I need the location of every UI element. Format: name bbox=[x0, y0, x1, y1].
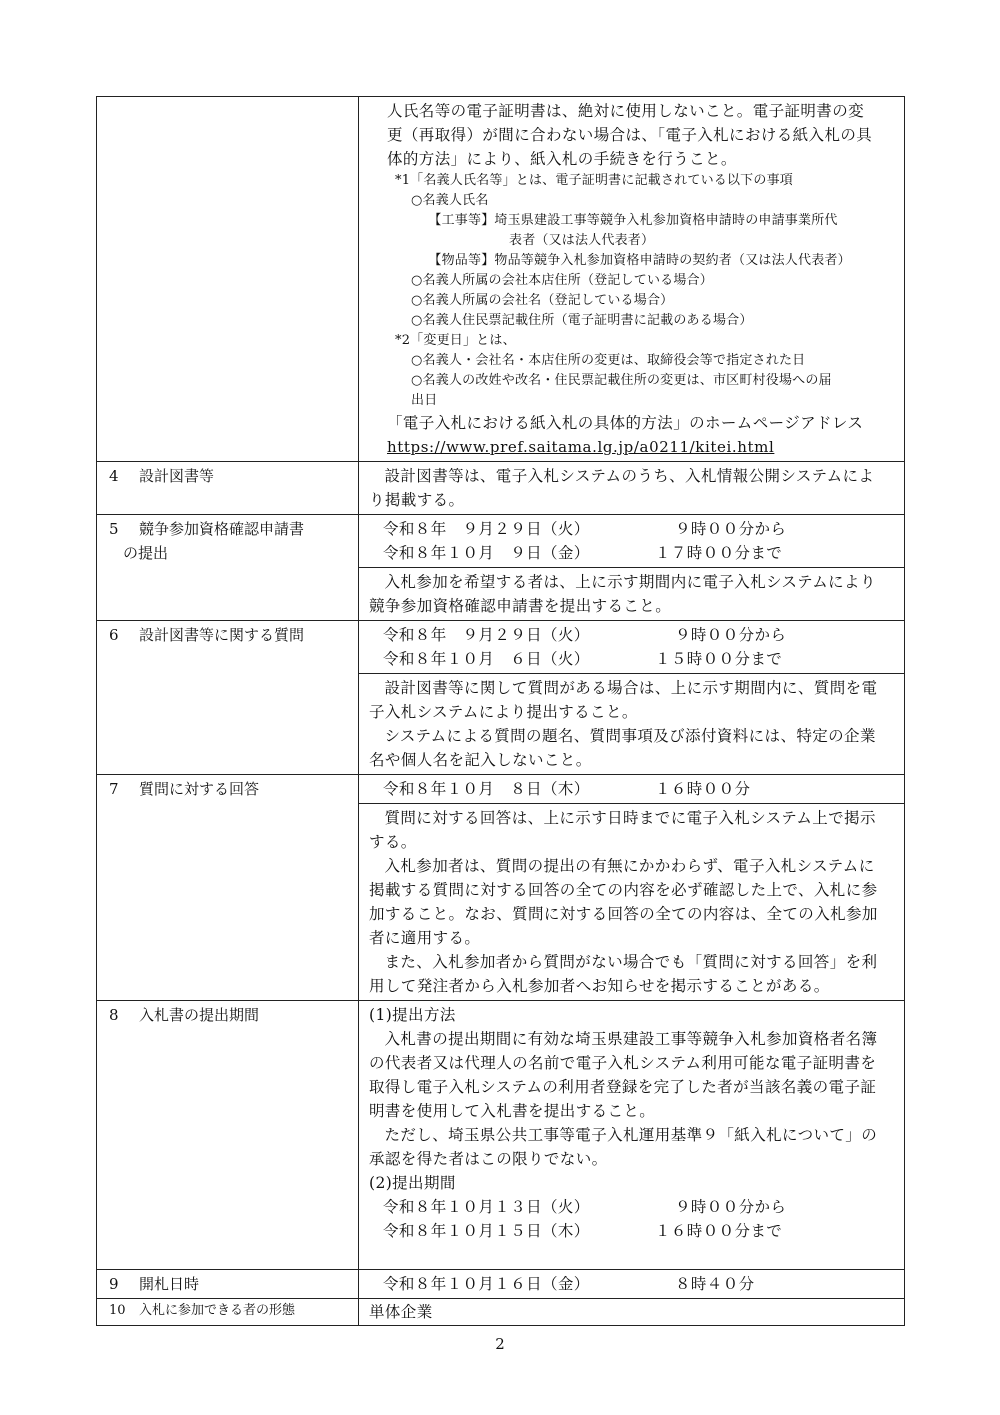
from-time: ９時００分から bbox=[675, 626, 787, 644]
section-label bbox=[97, 1299, 359, 1326]
note1-item: ○名義人氏名 bbox=[411, 193, 489, 208]
section-body bbox=[359, 804, 905, 1001]
text-line: する。 bbox=[369, 833, 417, 851]
to-time: １６時００分まで bbox=[655, 1222, 783, 1240]
answer-date: 令和８年１０月 ８日（木） bbox=[383, 780, 590, 798]
participation-form: 単体企業 bbox=[369, 1303, 433, 1321]
from-date: 令和８年 ９月２９日（火） bbox=[383, 520, 590, 538]
text-line: 入札参加者は、質問の提出の有無にかかわらず、電子入札システムに bbox=[384, 857, 875, 875]
spacer bbox=[369, 1243, 896, 1267]
section-label bbox=[97, 462, 359, 515]
section-title-cont: の提出 bbox=[123, 544, 169, 562]
section-title: 入札に参加できる者の形態 bbox=[139, 1303, 296, 1318]
section-label bbox=[97, 1270, 359, 1299]
text-line: 設計図書等は、電子入札システムのうち、入札情報公開システムによ bbox=[384, 467, 875, 485]
table-row bbox=[97, 1270, 905, 1299]
note2-item: ○名義人・会社名・本店住所の変更は、取締役会等で指定された日 bbox=[411, 353, 806, 368]
table-row bbox=[97, 775, 905, 804]
section-title: 設計図書等 bbox=[139, 467, 215, 485]
note1-title: *1「名義人氏名等」とは、電子証明書に記載されている以下の事項 bbox=[395, 173, 793, 188]
section-number: 6 bbox=[109, 626, 119, 644]
section-label bbox=[97, 621, 359, 775]
section-body bbox=[359, 462, 905, 515]
text-line: 明書を使用して入札書を提出すること。 bbox=[369, 1102, 656, 1120]
table-row bbox=[97, 515, 905, 568]
table-row bbox=[97, 621, 905, 674]
note1-item: ○名義人所属の会社名（登記している場合） bbox=[411, 293, 674, 308]
section-title: 開札日時 bbox=[139, 1275, 200, 1293]
section-label bbox=[97, 1001, 359, 1270]
to-date: 令和８年１０月 ９日（金） bbox=[383, 544, 590, 562]
to-date: 令和８年１０月１５日（木） bbox=[383, 1222, 590, 1240]
section-title: 設計図書等に関する質問 bbox=[139, 626, 305, 644]
table-row bbox=[97, 97, 905, 462]
section-title: 競争参加資格確認申請書 bbox=[139, 520, 305, 538]
text-line: 質問に対する回答は、上に示す日時までに電子入札システム上で掲示 bbox=[384, 809, 876, 827]
text-line: 承認を得た者はこの限りでない。 bbox=[369, 1150, 608, 1168]
period-cell bbox=[359, 515, 905, 568]
homepage-url-line bbox=[369, 435, 896, 459]
note2-title: *2「変更日」とは、 bbox=[395, 333, 516, 348]
answer-time: １６時００分 bbox=[655, 780, 751, 798]
text-line: ただし、埼玉県公共工事等電子入札運用基準９「紙入札について」の bbox=[384, 1126, 878, 1144]
bid-conditions-table bbox=[96, 96, 905, 1326]
text-line: 掲載する質問に対する回答の全ての内容を必ず確認した上で、入札に参 bbox=[369, 881, 878, 899]
table-row bbox=[97, 462, 905, 515]
text-line: 競争参加資格確認申請書を提出すること。 bbox=[369, 597, 672, 615]
section-body bbox=[359, 1001, 905, 1270]
text-line: 体的方法」により、紙入札の手続きを行うこと。 bbox=[387, 150, 737, 168]
text-line: 人氏名等の電子証明書は、絶対に使用しないこと。電子証明書の変 bbox=[387, 102, 865, 120]
text-line: また、入札参加者から質問がない場合でも「質問に対する回答」を利 bbox=[384, 953, 878, 971]
section-body bbox=[359, 674, 905, 775]
text-line: 取得し電子入札システムの利用者登録を完了した者が当該名義の電子証 bbox=[369, 1078, 877, 1096]
section-number: 10 bbox=[109, 1303, 126, 1318]
datetime-cell bbox=[359, 1270, 905, 1299]
from-time: ９時００分から bbox=[675, 520, 787, 538]
text-line: の代表者又は代理人の名前で電子入札システム利用可能な電子証明書を bbox=[369, 1054, 877, 1072]
datetime-cell bbox=[359, 775, 905, 804]
section-label bbox=[97, 515, 359, 621]
text-line: 用して発注者から入札参加者へお知らせを掲示することがある。 bbox=[369, 977, 830, 995]
note1-work-cont: 表者（又は法人代表者） bbox=[509, 233, 655, 248]
continuation-cell bbox=[359, 97, 905, 462]
period-cell bbox=[359, 621, 905, 674]
empty-label-cell bbox=[97, 97, 359, 462]
to-date: 令和８年１０月 ６日（火） bbox=[383, 650, 590, 668]
note1-item: ○名義人所属の会社本店住所（登記している場合） bbox=[411, 273, 713, 288]
page-number: 2 bbox=[495, 1335, 505, 1353]
section-number: 5 bbox=[109, 520, 119, 538]
text-line: 加すること。なお、質問に対する回答の全ての内容は、全ての入札参加 bbox=[369, 905, 878, 923]
text-line: 入札参加を希望する者は、上に示す期間内に電子入札システムにより bbox=[384, 573, 876, 591]
text-line: システムによる質問の題名、質問事項及び添付資料には、特定の企業 bbox=[384, 727, 876, 745]
note1-goods: 【物品等】物品等競争入札参加資格申請時の契約者（又は法人代表者） bbox=[428, 253, 851, 268]
section-number: 4 bbox=[109, 467, 119, 485]
to-time: １７時００分まで bbox=[655, 544, 783, 562]
section-body bbox=[359, 1299, 905, 1326]
text-line: 者に適用する。 bbox=[369, 929, 481, 947]
section-number: 7 bbox=[109, 780, 119, 798]
text-line: 設計図書等に関して質問がある場合は、上に示す期間内に、質問を電 bbox=[384, 679, 878, 697]
note2-item: ○名義人の改姓や改名・住民票記載住所の変更は、市区町村役場への届 bbox=[411, 373, 832, 388]
section-label bbox=[97, 775, 359, 1001]
subheading: (1)提出方法 bbox=[369, 1006, 456, 1024]
text-line: 入札書の提出期間に有効な埼玉県建設工事等競争入札参加資格者名簿 bbox=[384, 1030, 878, 1048]
opening-date: 令和８年１０月１６日（金） bbox=[383, 1275, 590, 1293]
from-date: 令和８年 ９月２９日（火） bbox=[383, 626, 590, 644]
section-title: 入札書の提出期間 bbox=[139, 1006, 260, 1024]
text-line: り掲載する。 bbox=[369, 491, 465, 509]
opening-time: ８時４０分 bbox=[675, 1275, 755, 1293]
homepage-label: 「電子入札における紙入札の具体的方法」のホームページアドレス bbox=[387, 414, 864, 432]
note1-work: 【工事等】埼玉県建設工事等競争入札参加資格申請時の申請事業所代 bbox=[428, 213, 838, 228]
from-time: ９時００分から bbox=[675, 1198, 787, 1216]
text-line: 子入札システムにより提出すること。 bbox=[369, 703, 638, 721]
text-line: 更（再取得）が間に合わない場合は、「電子入札における紙入札の具 bbox=[387, 126, 873, 144]
section-number: 8 bbox=[109, 1006, 119, 1024]
text-line: 名や個人名を記入しないこと。 bbox=[369, 751, 592, 769]
note1-item: ○名義人住民票記載住所（電子証明書に記載のある場合） bbox=[411, 313, 753, 328]
note2-item-cont: 出日 bbox=[411, 393, 438, 408]
section-title: 質問に対する回答 bbox=[139, 780, 260, 798]
section-number: 9 bbox=[109, 1275, 119, 1293]
table-row bbox=[97, 1299, 905, 1326]
section-body bbox=[359, 568, 905, 621]
homepage-url-link[interactable]: https://www.pref.saitama.lg.jp/a0211/kitei.html bbox=[387, 438, 775, 456]
table-row bbox=[97, 1001, 905, 1270]
subheading: (2)提出期間 bbox=[369, 1174, 456, 1192]
to-time: １５時００分まで bbox=[655, 650, 783, 668]
from-date: 令和８年１０月１３日（火） bbox=[383, 1198, 590, 1216]
